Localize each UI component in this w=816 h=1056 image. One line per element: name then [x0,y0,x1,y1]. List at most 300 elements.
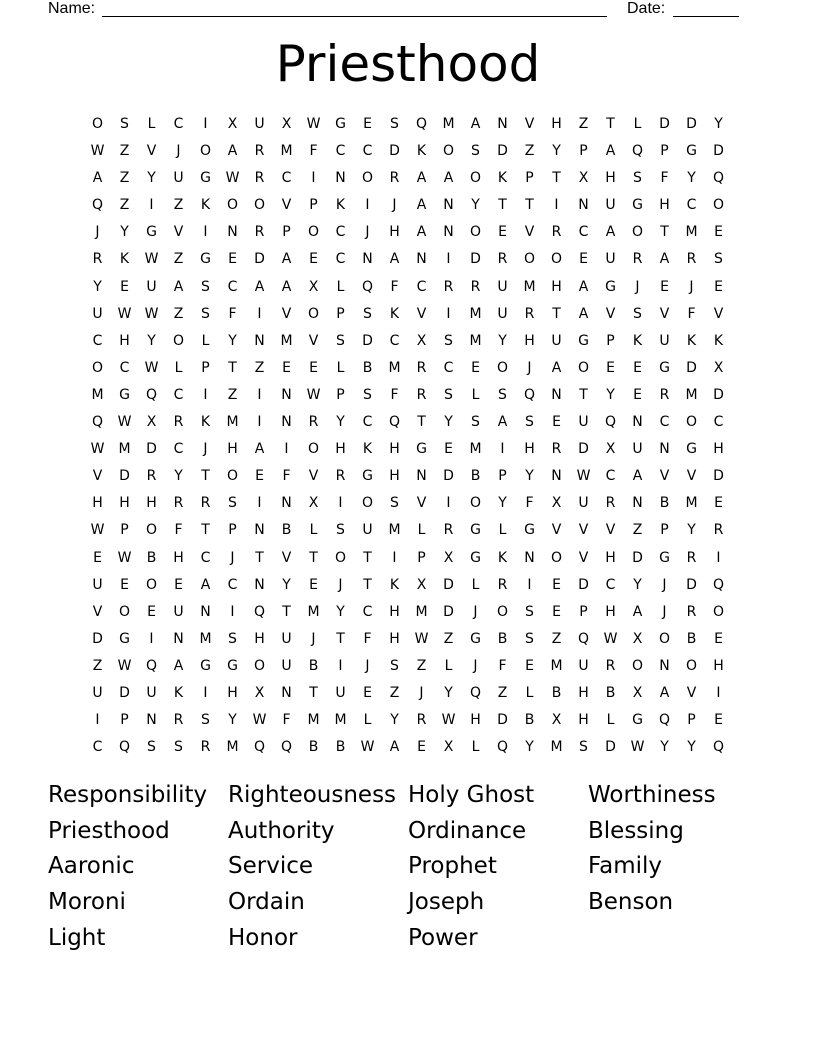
grid-letter: C [362,414,373,431]
grid-letter: S [201,305,210,322]
grid-letter: Z [416,657,427,674]
grid-letter: V [416,305,427,322]
grid-letter: K [389,576,400,593]
grid-letter: Q [415,116,428,132]
grid-letter: S [228,495,237,512]
grid-letter: Y [525,739,534,756]
grid-letter: Q [658,712,671,729]
grid-letter: P [282,224,291,241]
grid-letter: O [199,143,212,160]
grid-letter: C [659,414,670,431]
grid-letter: X [308,495,319,512]
grid-letter: E [471,359,480,376]
grid-letter: F [363,630,372,647]
grid-letter: Y [228,712,237,729]
grid-letter: D [443,468,454,485]
grid-letter: O [712,603,725,620]
grid-letter: N [281,414,292,431]
grid-letter: F [390,386,399,403]
page-title: Priesthood [275,35,541,93]
grid-letter: D [659,116,670,132]
grid-letter: Y [660,739,669,756]
grid-letter: A [173,657,184,674]
grid-letter: P [687,712,696,729]
grid-letter: O [307,305,320,322]
grid-letter: T [309,684,318,701]
grid-letter: A [92,170,103,187]
grid-letter: U [335,684,346,701]
grid-letter: S [390,495,399,512]
grid-letter: P [417,549,426,566]
grid-letter: Z [443,630,454,647]
grid-letter: N [524,549,535,566]
word-list-item: Authority [228,817,335,844]
grid-letter: G [362,468,373,485]
grid-letter: W [144,251,159,268]
grid-letter: T [552,305,561,322]
grid-letter: I [257,414,262,431]
grid-letter: V [551,522,562,539]
grid-letter: L [174,359,183,376]
name-blank-line[interactable] [102,16,607,17]
grid-letter: R [173,414,184,431]
grid-letter: K [200,197,211,214]
grid-letter: E [309,576,318,593]
grid-letter: Z [227,386,238,403]
grid-letter: T [201,468,210,485]
grid-letter: T [363,549,372,566]
grid-letter: H [605,170,616,187]
grid-letter: C [605,468,616,485]
grid-letter: I [203,116,208,132]
grid-letter: J [419,684,424,701]
grid-letter: W [225,170,240,187]
grid-letter: H [389,441,400,458]
grid-letter: G [119,630,130,647]
grid-letter: Z [119,197,130,214]
grid-letter: S [147,739,156,756]
grid-letter: M [442,116,455,132]
grid-letter: U [281,630,292,647]
grid-letter: V [524,224,535,241]
grid-letter: R [686,603,697,620]
grid-letter: U [578,495,589,512]
grid-letter: L [606,712,615,729]
grid-letter: Z [524,143,535,160]
grid-letter: A [578,305,589,322]
grid-letter: D [443,603,454,620]
grid-letter: E [282,359,291,376]
grid-letter: W [306,386,321,403]
grid-letter: Q [604,414,617,431]
grid-letter: I [554,197,559,214]
grid-letter: S [714,251,723,268]
grid-letter: W [630,739,645,756]
grid-letter: W [360,739,375,756]
grid-letter: D [632,549,643,566]
grid-letter: N [578,197,589,214]
grid-letter: G [686,441,697,458]
grid-letter: O [685,414,698,431]
grid-letter: V [281,305,292,322]
grid-letter: G [200,657,211,674]
grid-letter: I [527,576,532,593]
grid-letter: Q [631,143,644,160]
grid-letter: J [365,224,370,241]
grid-letter: J [311,630,316,647]
grid-letter: Y [687,522,696,539]
word-list-item: Responsibility [48,782,208,808]
grid-letter: V [308,468,319,485]
grid-letter: I [257,305,262,322]
grid-letter: P [606,332,615,349]
grid-letter: N [146,712,157,729]
grid-letter: R [443,522,454,539]
grid-letter: J [230,549,235,566]
grid-letter: B [281,522,292,539]
grid-letter: G [227,657,238,674]
grid-letter: E [120,576,129,593]
grid-letter: O [91,116,104,132]
grid-letter: H [605,549,616,566]
grid-letter: P [525,170,534,187]
grid-letter: M [307,712,320,729]
grid-letter: C [173,441,184,458]
grid-letter: A [416,170,427,187]
grid-letter: S [363,305,372,322]
grid-letter: F [282,468,291,485]
grid-letter: R [551,224,562,241]
grid-letter: X [605,441,616,458]
grid-letter: N [335,170,346,187]
grid-letter: M [469,305,482,322]
grid-letter: I [365,197,370,214]
grid-letter: Z [92,657,103,674]
grid-letter: K [416,143,427,160]
date-blank-line[interactable] [673,16,739,17]
grid-letter: Z [119,170,130,187]
grid-letter: J [392,197,397,214]
grid-letter: E [525,657,534,674]
grid-letter: R [254,143,265,160]
grid-letter: M [334,712,347,729]
grid-letter: U [92,576,103,593]
grid-letter: K [497,549,508,566]
grid-letter: R [470,278,481,295]
grid-letter: M [91,386,104,403]
grid-letter: C [578,224,589,241]
grid-letter: A [659,251,670,268]
grid-letter: B [470,468,481,485]
grid-letter: U [632,441,643,458]
grid-letter: U [173,603,184,620]
grid-letter: A [605,143,616,160]
letter-grid [84,111,732,761]
grid-letter: N [200,603,211,620]
grid-letter: G [659,359,670,376]
grid-letter: T [363,576,372,593]
grid-letter: F [174,522,183,539]
grid-letter: M [280,143,293,160]
grid-letter: J [527,359,532,376]
grid-letter: F [525,495,534,512]
grid-letter: A [551,359,562,376]
grid-letter: S [633,170,642,187]
grid-letter: S [336,522,345,539]
grid-letter: O [469,495,482,512]
grid-letter: O [550,251,563,268]
grid-letter: U [659,332,670,349]
grid-letter: P [120,522,129,539]
grid-letter: G [146,224,157,241]
grid-letter: H [173,549,184,566]
grid-letter: K [632,332,643,349]
grid-letter: O [658,630,671,647]
grid-letter: O [307,441,320,458]
grid-letter: R [146,468,157,485]
grid-letter: E [120,278,129,295]
grid-letter: H [389,630,400,647]
grid-letter: X [227,116,238,132]
grid-letter: M [415,603,428,620]
grid-letter: O [91,359,104,376]
grid-letter: T [606,116,615,132]
grid-letter: N [497,116,508,132]
grid-letter: O [712,197,725,214]
grid-letter: Q [469,684,482,701]
grid-letter: B [497,630,508,647]
grid-letter: M [685,495,698,512]
grid-letter: J [176,143,181,160]
grid-letter: X [443,739,454,756]
grid-letter: O [469,170,482,187]
grid-letter: O [226,468,239,485]
grid-letter: I [95,712,100,729]
grid-letter: O [469,224,482,241]
grid-letter: D [497,712,508,729]
grid-letter: P [660,522,669,539]
grid-letter: W [90,522,105,539]
grid-letter: K [119,251,130,268]
grid-letter: V [416,495,427,512]
grid-letter: Z [551,630,562,647]
grid-letter: S [525,414,534,431]
grid-letter: P [309,197,318,214]
grid-letter: I [500,441,505,458]
grid-letter: D [362,332,373,349]
grid-letter: I [203,386,208,403]
grid-letter: Y [552,143,561,160]
grid-letter: H [470,712,481,729]
grid-letter: C [389,332,400,349]
grid-letter: V [281,197,292,214]
grid-letter: O [253,657,266,674]
grid-letter: Y [525,468,534,485]
grid-letter: L [147,116,156,132]
grid-letter: D [686,359,697,376]
grid-letter: U [362,522,373,539]
grid-letter: Q [712,739,725,756]
grid-letter: G [605,278,616,295]
grid-letter: P [336,305,345,322]
grid-letter: P [120,712,129,729]
grid-letter: I [446,495,451,512]
grid-letter: F [282,712,291,729]
grid-letter: J [662,603,667,620]
grid-letter: D [686,576,697,593]
grid-letter: V [659,305,670,322]
grid-letter: X [254,684,265,701]
grid-letter: R [713,522,724,539]
grid-letter: E [714,278,723,295]
grid-letter: H [713,441,724,458]
grid-letter: U [146,278,157,295]
grid-letter: O [145,522,158,539]
grid-letter: D [605,739,616,756]
word-list-item: Prophet [408,853,497,880]
grid-letter: H [227,684,238,701]
grid-letter: Y [471,197,480,214]
grid-letter: W [441,712,456,729]
grid-letter: S [471,414,480,431]
grid-letter: O [253,197,266,214]
grid-letter: Y [93,278,102,295]
grid-letter: E [714,630,723,647]
grid-letter: F [228,305,237,322]
grid-letter: Y [498,495,507,512]
grid-letter: N [173,630,184,647]
grid-letter: R [416,712,427,729]
grid-letter: N [227,224,238,241]
grid-letter: N [254,576,265,593]
grid-letter: W [90,441,105,458]
grid-letter: A [632,468,643,485]
grid-letter: A [254,278,265,295]
grid-letter: A [281,278,292,295]
grid-letter: K [497,170,508,187]
grid-letter: U [497,278,508,295]
grid-letter: Z [389,684,400,701]
grid-letter: Q [388,414,401,431]
grid-letter: H [605,603,616,620]
grid-letter: V [605,305,616,322]
grid-letter: O [685,657,698,674]
grid-letter: R [605,495,616,512]
grid-letter: Z [578,116,589,132]
grid-letter: X [632,684,643,701]
grid-letter: R [686,549,697,566]
grid-letter: G [470,522,481,539]
grid-letter: N [659,657,670,674]
word-list-item: Blessing [588,817,684,844]
grid-letter: P [660,143,669,160]
grid-letter: H [551,116,562,132]
grid-letter: E [552,603,561,620]
grid-letter: I [338,657,343,674]
grid-letter: L [498,522,507,539]
grid-letter: D [578,576,589,593]
grid-letter: N [254,332,265,349]
grid-letter: T [498,197,507,214]
grid-letter: G [335,116,346,132]
grid-letter: M [685,386,698,403]
grid-letter: U [173,170,184,187]
grid-letter: Y [147,332,156,349]
grid-letter: I [257,495,262,512]
grid-letter: Z [119,143,130,160]
grid-letter: N [281,386,292,403]
grid-letter: E [714,224,723,241]
word-list-item: Priesthood [48,817,170,844]
grid-letter: H [713,657,724,674]
grid-letter: U [578,414,589,431]
grid-letter: E [552,576,561,593]
grid-letter: I [257,386,262,403]
grid-letter: L [471,739,480,756]
grid-letter: E [498,224,507,241]
grid-letter: D [92,630,103,647]
grid-letter: H [254,630,265,647]
grid-letter: A [200,576,211,593]
grid-letter: S [390,116,399,132]
grid-letter: X [281,116,292,132]
grid-letter: V [605,522,616,539]
grid-letter: E [633,386,642,403]
grid-letter: C [335,143,346,160]
grid-letter: R [254,224,265,241]
grid-letter: H [119,332,130,349]
grid-letter: T [336,630,345,647]
grid-letter: R [659,386,670,403]
grid-letter: E [417,739,426,756]
grid-letter: W [603,630,618,647]
grid-letter: E [633,359,642,376]
grid-letter: I [392,549,397,566]
grid-letter: A [470,116,481,132]
grid-letter: O [361,170,374,187]
grid-letter: I [284,441,289,458]
word-list-item: Aaronic [48,853,135,880]
grid-letter: N [281,684,292,701]
grid-letter: Q [712,170,725,187]
grid-letter: U [281,657,292,674]
date-label: Date: [627,0,666,17]
grid-letter: E [255,468,264,485]
grid-letter: B [308,739,319,756]
grid-letter: N [632,495,643,512]
grid-letter: Q [145,657,158,674]
grid-letter: Z [173,197,184,214]
grid-letter: G [200,170,211,187]
grid-letter: V [686,684,697,701]
grid-letter: L [471,386,480,403]
grid-letter: Q [712,576,725,593]
grid-letter: K [389,305,400,322]
word-list-item: Service [228,853,314,880]
grid-letter: A [227,143,238,160]
word-list-item: Ordain [228,889,305,916]
grid-letter: M [550,739,563,756]
grid-letter: O [577,359,590,376]
grid-letter: R [443,278,454,295]
grid-letter: L [363,712,372,729]
grid-letter: Q [253,603,266,620]
grid-letter: G [119,386,130,403]
grid-letter: M [199,630,212,647]
grid-letter: A [497,414,508,431]
grid-letter: U [497,305,508,322]
grid-letter: X [713,359,724,376]
